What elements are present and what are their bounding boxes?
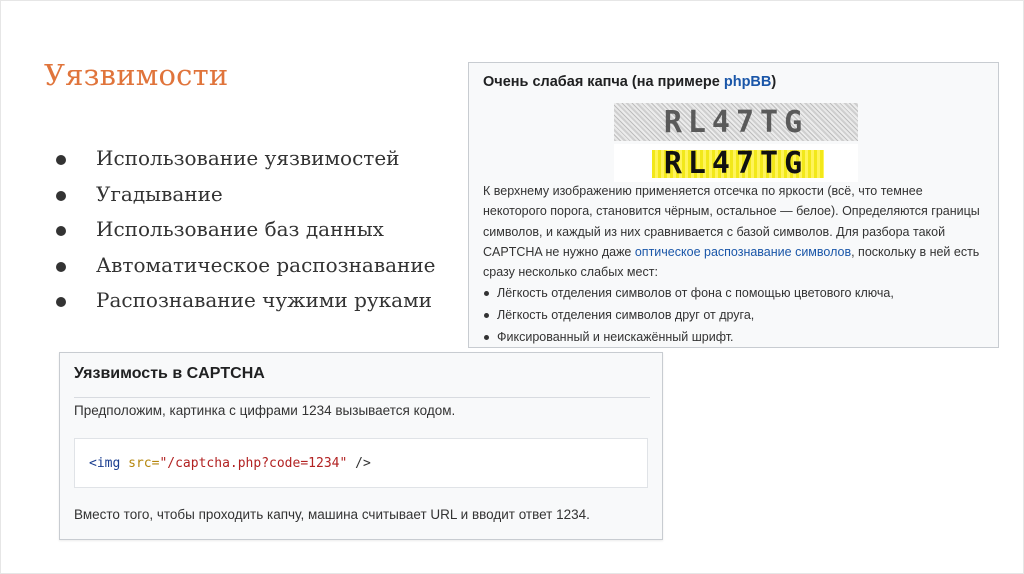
bullet-text: Угадывание (96, 181, 223, 206)
bullet-dot-icon (56, 262, 66, 272)
bullet-text: Использование баз данных (96, 217, 384, 241)
bullet-dot-icon (56, 191, 66, 201)
vulnerability-panel (59, 352, 663, 540)
wiki-heading-text: Очень слабая капча (на примере (483, 74, 724, 90)
wiki-paragraph-part1: К верхнему изображению применяется отсечка по яркости (всё, что темнее некоторого порога, становится чёрным, остальное — белое). Определяются границы символов, и каждый из них сравнивается с базой символов. Для разбора такой CAPTCHA не нужно даже (483, 184, 980, 259)
wiki-weakness-list (483, 282, 894, 348)
code-tag-open: <img (89, 456, 121, 471)
code-value: "/captcha.php?code=1234" (159, 456, 348, 471)
bullet-item (56, 212, 436, 248)
wiki-heading (483, 74, 776, 90)
vulnerability-heading: Уязвимость в CAPTCHA (74, 365, 265, 382)
bullet-dot-icon (56, 155, 66, 165)
list-item: Лёгкость отделения символов от фона с помощью цветового ключа, (483, 282, 894, 304)
captcha-original-image (614, 103, 858, 141)
bullet-item (56, 177, 436, 213)
code-attr: src= (128, 456, 160, 471)
bullet-text: Автоматическое распознавание (96, 252, 436, 277)
phpbb-link[interactable]: phpBB (723, 74, 772, 90)
vulnerability-conclusion: Вместо того, чтобы проходить капчу, машина считывает URL и вводит ответ 1234. (74, 507, 590, 522)
slide-title: Уязвимости (44, 58, 229, 92)
captcha-processed-text: RL47TG (663, 145, 809, 181)
bullet-dot-icon (56, 297, 66, 307)
code-block (74, 438, 648, 488)
wiki-paragraph-part2: , поскольку в ней есть сразу несколько слабых мест: (483, 244, 980, 280)
wiki-heading-suffix: ) (771, 74, 777, 90)
code-line (89, 456, 371, 471)
list-item: Фиксированный и неискажённый шрифт. (483, 326, 894, 348)
bullet-text: Использование уязвимостей (96, 146, 400, 170)
bullet-dot-icon (56, 226, 66, 236)
ocr-link[interactable]: оптическое распознавание символов (634, 244, 852, 259)
bullet-item (56, 141, 436, 177)
captcha-processed-image (614, 144, 858, 182)
bullet-item (56, 248, 436, 284)
bullet-text: Распознавание чужими руками (96, 288, 432, 312)
vulnerability-intro: Предположим, картинка с цифрами 1234 вызывается кодом. (74, 403, 456, 418)
wiki-paragraph (483, 181, 988, 282)
code-tag-close: /> (355, 456, 371, 471)
heading-divider (74, 397, 650, 398)
list-item: Лёгкость отделения символов друг от друга, (483, 304, 894, 326)
bullet-list (56, 141, 436, 319)
bullet-item (56, 283, 436, 319)
captcha-original-text: RL47TG (663, 104, 809, 140)
wiki-excerpt-panel (468, 62, 999, 348)
